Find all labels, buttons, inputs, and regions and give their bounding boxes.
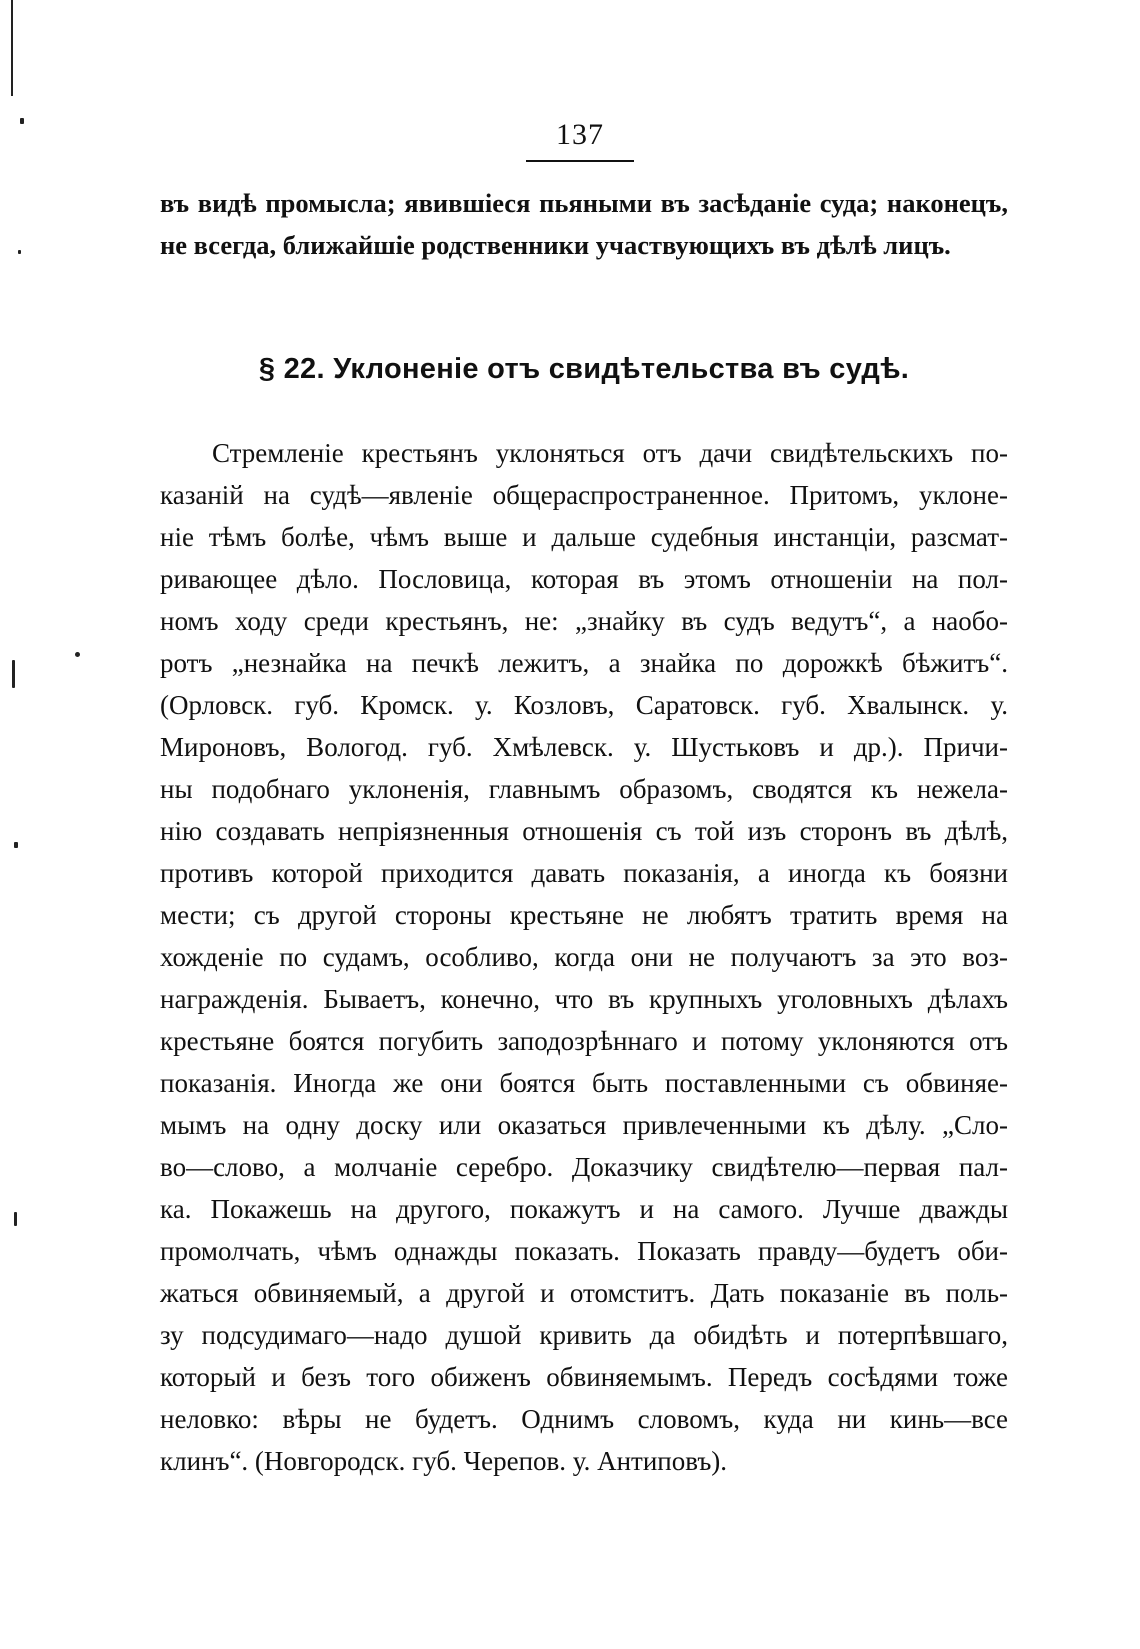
paragraph-line: ротъ „незнайка на печкѣ лежитъ, а знайка по дорожкѣ бѣжитъ“. — [160, 648, 1008, 678]
continuation-line: въ видѣ промысла; явившіеся пьяными въ засѣданіе суда; наконецъ, — [160, 188, 1008, 218]
paragraph-line: номъ ходу среди крестьянъ, не: „знайку въ судъ ведутъ“, а наобо- — [160, 606, 1008, 636]
paragraph-line: Мироновъ, Вологод. губ. Хмѣлевск. у. Шустьковъ и др.). Причи- — [160, 732, 1008, 762]
scan-speck — [75, 652, 80, 657]
paragraph-line: хожденіе по судамъ, особливо, когда они не получаютъ за это воз- — [160, 942, 1008, 972]
paragraph-line: во—слово, а молчаніе серебро. Доказчику свидѣтелю—первая пал- — [160, 1152, 1008, 1182]
scan-speck — [20, 118, 24, 124]
scan-speck — [12, 660, 15, 688]
paragraph-line: клинъ“. (Новгородск. губ. Черепов. у. Антиповъ). — [160, 1446, 728, 1476]
page-number: 137 — [556, 118, 604, 151]
scan-edge-line — [11, 0, 13, 96]
page-number-underline — [526, 160, 634, 162]
paragraph-line: ривающее дѣло. Пословица, которая въ этомъ отношеніи на пол- — [160, 564, 1008, 594]
paragraph-line: ны подобнаго уклоненія, главнымъ образомъ, сводятся къ нежела- — [160, 774, 1008, 804]
scan-speck — [14, 842, 18, 848]
paragraph-line: (Орловск. губ. Кромск. у. Козловъ, Саратовск. губ. Хвалынск. у. — [160, 690, 1008, 720]
paragraph-line: который и безъ того обиженъ обвиняемымъ. Передъ сосѣдями тоже — [160, 1362, 1008, 1392]
paragraph-line: ка. Покажешь на другого, покажутъ и на самого. Лучше дважды — [160, 1194, 1008, 1224]
paragraph-line: промолчать, чѣмъ однажды показать. Показать правду—будетъ оби- — [160, 1236, 1008, 1266]
paragraph-line: нію создавать непріязненныя отношенія съ той изъ сторонъ въ дѣлѣ, — [160, 816, 1008, 846]
paragraph-line: мымъ на одну доску или оказаться привлеченными къ дѣлу. „Сло- — [160, 1110, 1008, 1140]
paragraph-line: награжденія. Бываетъ, конечно, что въ крупныхъ уголовныхъ дѣлахъ — [160, 984, 1008, 1014]
scan-speck — [18, 250, 21, 254]
continuation-line: не всегда, ближайшіе родственники участвующихъ въ дѣлѣ лицъ. — [160, 230, 951, 260]
paragraph-line: мести; съ другой стороны крестьяне не любятъ тратить время на — [160, 900, 1008, 930]
paragraph-line: неловко: вѣры не будетъ. Однимъ словомъ, куда ни кинь—все — [160, 1404, 1008, 1434]
scan-speck — [14, 1212, 17, 1226]
paragraph-line: показанія. Иногда же они боятся быть поставленными съ обвиняе- — [160, 1068, 1008, 1098]
paragraph-line: Стремленіе крестьянъ уклоняться отъ дачи свидѣтельскихъ по- — [212, 438, 1008, 468]
section-heading: § 22. Уклоненіе отъ свидѣтельства въ судѣ. — [258, 353, 910, 385]
paragraph-line: крестьяне боятся погубить заподозрѣннаго и потому уклоняются отъ — [160, 1026, 1008, 1056]
paragraph-line: казаній на судѣ—явленіе общераспространенное. Притомъ, уклоне- — [160, 480, 1008, 510]
paragraph-line: жаться обвиняемый, а другой и отомститъ. Дать показаніе въ поль- — [160, 1278, 1008, 1308]
paragraph-line: противъ которой приходится давать показанія, а иногда къ боязни — [160, 858, 1008, 888]
paragraph-line: ніе тѣмъ болѣе, чѣмъ выше и дальше судебныя инстанціи, разсмат- — [160, 522, 1008, 552]
paragraph-line: зу подсудимаго—надо душой кривить да обидѣть и потерпѣвшаго, — [160, 1320, 1008, 1350]
